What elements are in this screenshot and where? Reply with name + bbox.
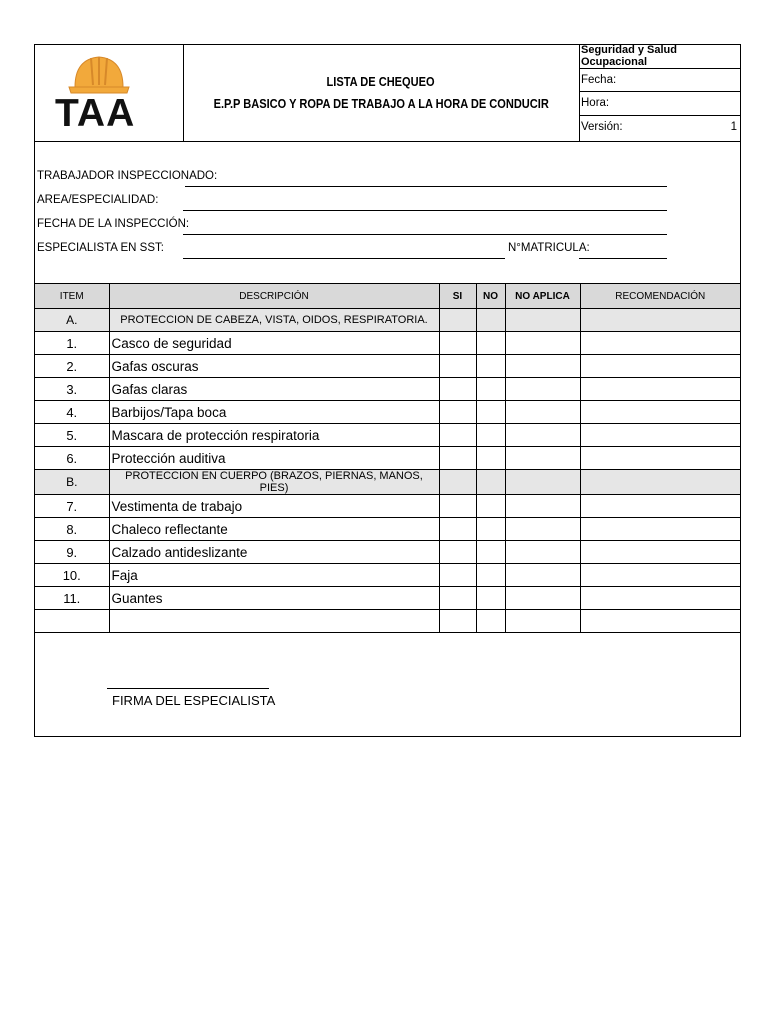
col-item: ITEM [35, 284, 109, 309]
no-cell[interactable] [476, 355, 505, 378]
row-description: Gafas claras [109, 378, 439, 401]
si-cell[interactable] [439, 587, 476, 610]
especialista-field[interactable] [183, 258, 505, 259]
table-row [35, 564, 740, 587]
version-value: 1 [730, 121, 737, 134]
department-label: Seguridad y Salud Ocupacional [581, 44, 677, 69]
row-description: Barbijos/Tapa boca [109, 401, 439, 424]
logo-cell [35, 45, 184, 141]
checklist-sheet [34, 44, 741, 737]
no-aplica-cell[interactable] [505, 587, 580, 610]
si-cell[interactable] [439, 495, 476, 518]
title-cell [183, 45, 580, 141]
fecha-row[interactable] [579, 69, 740, 93]
row-description: Vestimenta de trabajo [109, 495, 439, 518]
recomendacion-cell[interactable] [580, 518, 740, 541]
row-description: Gafas oscuras [109, 355, 439, 378]
section-item: B. [35, 470, 109, 495]
checklist-table [35, 283, 740, 633]
row-item: 3. [35, 378, 109, 401]
si-cell[interactable] [439, 424, 476, 447]
table-row [35, 587, 740, 610]
matricula-field[interactable] [579, 258, 667, 259]
no-cell[interactable] [476, 378, 505, 401]
si-cell[interactable] [439, 401, 476, 424]
section-row-b [35, 470, 740, 495]
recomendacion-cell[interactable] [580, 378, 740, 401]
row-description: Casco de seguridad [109, 332, 439, 355]
hora-row[interactable] [579, 92, 740, 116]
recomendacion-cell[interactable] [580, 332, 740, 355]
form-title: LISTA DE CHEQUEO [326, 74, 436, 89]
signature-line[interactable] [107, 688, 269, 689]
empty-description-cell[interactable] [109, 610, 439, 633]
row-description: Guantes [109, 587, 439, 610]
no-aplica-cell[interactable] [505, 401, 580, 424]
no-aplica-cell[interactable] [505, 518, 580, 541]
row-item: 6. [35, 447, 109, 470]
no-cell[interactable] [476, 564, 505, 587]
department-row [579, 45, 740, 69]
si-cell[interactable] [439, 564, 476, 587]
no-aplica-cell[interactable] [505, 564, 580, 587]
recomendacion-cell[interactable] [580, 587, 740, 610]
no-aplica-cell[interactable] [505, 355, 580, 378]
recomendacion-cell[interactable] [580, 355, 740, 378]
area-field[interactable] [183, 210, 667, 211]
row-description: Mascara de protección respiratoria [109, 424, 439, 447]
row-description: Chaleco reflectante [109, 518, 439, 541]
table-row [35, 541, 740, 564]
table-row [35, 518, 740, 541]
inspection-info [35, 141, 740, 284]
row-item: 8. [35, 518, 109, 541]
no-cell[interactable] [476, 424, 505, 447]
no-aplica-cell[interactable] [505, 495, 580, 518]
si-cell[interactable] [439, 610, 476, 633]
fecha-inspeccion-label: FECHA DE LA INSPECCIÓN: [37, 218, 190, 230]
si-cell[interactable] [439, 332, 476, 355]
no-cell[interactable] [476, 447, 505, 470]
recomendacion-cell[interactable] [580, 541, 740, 564]
table-row-empty [35, 610, 740, 633]
si-cell[interactable] [439, 447, 476, 470]
no-aplica-cell[interactable] [505, 447, 580, 470]
si-cell[interactable] [439, 378, 476, 401]
no-aplica-cell[interactable] [505, 610, 580, 633]
no-cell[interactable] [476, 610, 505, 633]
no-cell[interactable] [476, 401, 505, 424]
si-cell[interactable] [439, 541, 476, 564]
table-row [35, 355, 740, 378]
recomendacion-cell[interactable] [580, 447, 740, 470]
recomendacion-cell[interactable] [580, 564, 740, 587]
col-descripcion: DESCRIPCIÓN [109, 284, 439, 309]
col-si: SI [439, 284, 476, 309]
hora-label: Hora: [581, 97, 610, 110]
hard-hat-icon [69, 57, 129, 93]
row-item: 2. [35, 355, 109, 378]
area-label: AREA/ESPECIALIDAD: [37, 194, 159, 206]
version-row [579, 116, 740, 140]
form-header [35, 45, 740, 142]
row-description: Faja [109, 564, 439, 587]
si-cell[interactable] [439, 518, 476, 541]
recomendacion-cell[interactable] [580, 424, 740, 447]
company-logo [35, 45, 183, 141]
row-item: 5. [35, 424, 109, 447]
no-cell[interactable] [476, 495, 505, 518]
no-aplica-cell[interactable] [505, 332, 580, 355]
recomendacion-cell[interactable] [580, 495, 740, 518]
table-row [35, 495, 740, 518]
logo-text: TAA [55, 92, 136, 135]
no-cell[interactable] [476, 587, 505, 610]
row-item: 4. [35, 401, 109, 424]
no-aplica-cell[interactable] [505, 541, 580, 564]
section-item: A. [35, 309, 109, 332]
form-subtitle: E.P.P BASICO Y ROPA DE TRABAJO A LA HORA DE CONDUCIR [213, 96, 549, 111]
table-row [35, 447, 740, 470]
trabajador-label: TRABAJADOR INSPECCIONADO: [37, 170, 218, 182]
table-row [35, 401, 740, 424]
section-description: PROTECCION EN CUERPO (BRAZOS, PIERNAS, MANOS, PIES) [109, 470, 439, 495]
signature-label: FIRMA DEL ESPECIALISTA [112, 693, 276, 708]
no-aplica-cell[interactable] [505, 424, 580, 447]
row-item: 9. [35, 541, 109, 564]
table-row [35, 378, 740, 401]
row-description: Calzado antideslizante [109, 541, 439, 564]
recomendacion-cell[interactable] [580, 610, 740, 633]
row-item: 10. [35, 564, 109, 587]
si-cell[interactable] [439, 355, 476, 378]
col-no-aplica: NO APLICA [505, 284, 580, 309]
especialista-label: ESPECIALISTA EN SST: [37, 242, 164, 254]
table-header-row [35, 284, 740, 309]
no-cell[interactable] [476, 541, 505, 564]
row-description: Protección auditiva [109, 447, 439, 470]
row-item: 11. [35, 587, 109, 610]
meta-cell [579, 45, 740, 141]
signature-area [35, 642, 740, 736]
recomendacion-cell[interactable] [580, 401, 740, 424]
col-no: NO [476, 284, 505, 309]
trabajador-field[interactable] [185, 186, 667, 187]
col-recomendacion: RECOMENDACIÓN [580, 284, 740, 309]
row-item: 7. [35, 495, 109, 518]
no-cell[interactable] [476, 518, 505, 541]
section-description: PROTECCION DE CABEZA, VISTA, OIDOS, RESPIRATORIA. [109, 309, 439, 332]
row-item: 1. [35, 332, 109, 355]
table-row [35, 332, 740, 355]
fecha-inspeccion-field[interactable] [183, 234, 667, 235]
section-row-a [35, 309, 740, 332]
matricula-label: N°MATRICULA: [508, 242, 590, 254]
table-row [35, 424, 740, 447]
version-label: Versión: [581, 121, 623, 134]
fecha-label: Fecha: [581, 73, 617, 86]
no-aplica-cell[interactable] [505, 378, 580, 401]
no-cell[interactable] [476, 332, 505, 355]
